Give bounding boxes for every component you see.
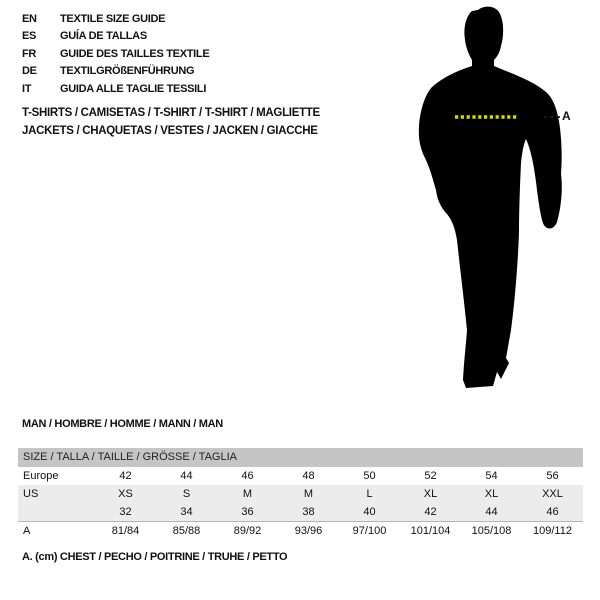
language-label: GUIDE DES TAILLES TEXTILE [60, 47, 210, 60]
table-cell: 50 [363, 470, 376, 482]
size-table [18, 448, 583, 540]
language-row-it [22, 80, 209, 98]
language-label: GUIDA ALLE TAGLIE TESSILI [60, 82, 207, 95]
table-cell: 34 [180, 506, 193, 518]
footnote-chest: A. (cm) CHEST / PECHO / POITRINE / TRUHE / PETTO [22, 551, 288, 563]
language-code: ES [22, 30, 37, 43]
man-silhouette-figure [400, 0, 600, 410]
table-cell: 85/88 [172, 525, 201, 537]
language-code: IT [22, 82, 32, 95]
table-cell: 105/108 [471, 525, 512, 537]
language-guide [22, 10, 209, 98]
table-cell: XXL [542, 488, 563, 500]
table-cell: 32 [119, 506, 132, 518]
measure-label-a: A [562, 109, 571, 123]
table-cell: XL [484, 488, 499, 500]
product-types [22, 104, 320, 140]
language-row-fr [22, 45, 209, 63]
table-cell: 101/104 [410, 525, 451, 537]
language-code: EN [22, 12, 37, 25]
product-line-tshirts: T-SHIRTS / CAMISETAS / T-SHIRT / T-SHIRT / MAGLIETTE [22, 107, 320, 119]
table-cell: 56 [546, 470, 559, 482]
language-label: GUÍA DE TALLAS [60, 30, 147, 43]
table-cell: L [366, 488, 373, 500]
table-cell: 46 [241, 470, 254, 482]
section-title-man: MAN / HOMBRE / HOMME / MANN / MAN [22, 418, 223, 430]
table-row-europe [18, 467, 583, 485]
language-label: TEXTILE SIZE GUIDE [60, 12, 166, 25]
table-cell: 97/100 [352, 525, 387, 537]
table-cell: 89/92 [233, 525, 262, 537]
table-cell: 38 [302, 506, 315, 518]
table-row-chest-cm [18, 521, 583, 540]
table-cell: 54 [485, 470, 498, 482]
table-cell: 44 [180, 470, 193, 482]
table-cell: S [182, 488, 191, 500]
size-table-header: SIZE / TALLA / TAILLE / GRÖSSE / TAGLIA [18, 448, 583, 467]
table-cell: 93/96 [294, 525, 323, 537]
table-cell: M [303, 488, 314, 500]
table-cell: 36 [241, 506, 254, 518]
us-rows-stripe [18, 485, 583, 521]
row-label: A [23, 525, 31, 537]
language-row-en [22, 10, 209, 28]
language-row-de [22, 63, 209, 81]
language-code: FR [22, 47, 37, 60]
table-cell: 81/84 [111, 525, 140, 537]
table-cell: 48 [302, 470, 315, 482]
language-row-es [22, 28, 209, 46]
table-cell: 52 [424, 470, 437, 482]
table-cell: 40 [363, 506, 376, 518]
table-cell: 42 [119, 470, 132, 482]
table-row-us-numbers [18, 503, 583, 521]
table-cell: 109/112 [533, 525, 572, 537]
row-label: US [23, 488, 39, 500]
table-cell: XL [423, 488, 438, 500]
table-cell: 44 [485, 506, 498, 518]
table-cell: M [242, 488, 253, 500]
table-cell: XS [118, 488, 133, 500]
man-silhouette-shape [419, 7, 562, 388]
product-line-jackets: JACKETS / CHAQUETAS / VESTES / JACKEN / GIACCHE [22, 125, 318, 137]
language-label: TEXTILGRÖßENFÜHRUNG [60, 65, 195, 78]
language-code: DE [22, 65, 37, 78]
table-cell: 42 [424, 506, 437, 518]
table-cell: 46 [546, 506, 559, 518]
row-label: Europe [23, 470, 59, 482]
table-row-us-letters [18, 485, 583, 503]
